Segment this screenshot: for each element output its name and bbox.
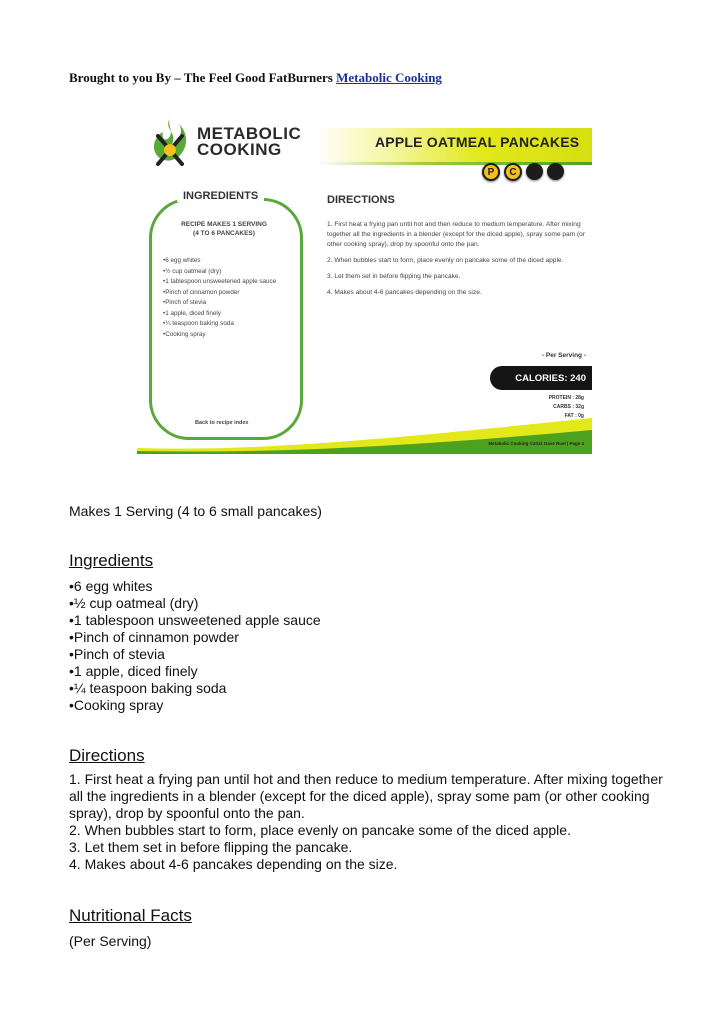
serving-line-2: (4 TO 6 PANCAKES)	[193, 230, 255, 237]
serving-line-1: RECIPE MAKES 1 SERVING	[181, 221, 267, 228]
list-item: 2. When bubbles start to form, place evenly on pancake some of the diced apple.	[327, 257, 564, 264]
credit-prefix: Brought to you By – The Feel Good FatBurners	[69, 70, 337, 85]
list-item: • Pinch of stevia	[163, 298, 293, 309]
nutrition-subheading: (Per Serving)	[69, 933, 152, 949]
list-item: • Cooking spray	[163, 330, 293, 341]
list-item: • 1 apple, diced finely	[69, 663, 321, 680]
card-footer: Metabolic Cooking ©2011 Dave Ruel | Page 4	[488, 441, 584, 446]
list-item: 4. Makes about 4-6 pancakes depending on the size.	[69, 856, 398, 872]
list-item: • 6 egg whites	[69, 578, 321, 595]
blank-badge-icon	[526, 163, 543, 180]
bottom-swoosh	[137, 408, 592, 454]
recipe-card-image	[137, 108, 592, 454]
protein-badge-icon: P	[482, 163, 500, 181]
logo-wordmark	[197, 126, 301, 158]
list-item: 1. First heat a frying pan until hot and then reduce to medium temperature. After mixing together all the ingredients in a blender (except for the diced apple), spray some pam (or other cooking spray), drop by spoonful onto the pan.	[69, 771, 663, 821]
protein-value: PROTEIN : 28g	[548, 395, 584, 401]
list-item: 3. Let them set in before flipping the pancake.	[327, 273, 461, 280]
list-item: 4. Makes about 4-6 pancakes depending on the size.	[327, 289, 482, 296]
card-directions-list	[327, 220, 587, 304]
calories-bar: CALORIES: 240	[490, 366, 592, 390]
list-item: 3. Let them set in before flipping the pancake.	[69, 839, 353, 855]
card-title: APPLE OATMEAL PANCAKES	[375, 134, 580, 150]
logo-line-1: METABOLIC	[197, 124, 302, 143]
list-item: • Pinch of cinnamon powder	[163, 288, 293, 299]
blank-badge-icon	[547, 163, 564, 180]
directions-heading: Directions	[69, 746, 145, 765]
logo-line-2: COOKING	[197, 140, 282, 159]
list-item: • 1 tablespoon unsweetened apple sauce	[69, 612, 321, 629]
list-item: • ½ cup oatmeal (dry)	[69, 595, 321, 612]
metabolic-cooking-link[interactable]: Metabolic Cooking	[336, 70, 442, 85]
logo-flame-icon	[149, 116, 191, 168]
card-per-serving: - Per Serving -	[541, 352, 586, 359]
list-item: • ¼ teaspoon baking soda	[163, 319, 293, 330]
credit-line	[69, 70, 442, 86]
directions-list	[69, 771, 669, 873]
list-item: • Cooking spray	[69, 697, 321, 714]
ingredients-list	[69, 578, 321, 714]
card-directions-heading: DIRECTIONS	[327, 194, 395, 206]
list-item: • 1 tablespoon unsweetened apple sauce	[163, 277, 293, 288]
carbs-value: CARBS : 32g	[553, 404, 584, 410]
fat-value: FAT : 0g	[564, 413, 584, 419]
card-serving-note	[165, 220, 283, 238]
list-item: • 6 egg whites	[163, 256, 293, 267]
list-item: • 1 apple, diced finely	[163, 309, 293, 320]
list-item: • Pinch of cinnamon powder	[69, 629, 321, 646]
list-item: 1. First heat a frying pan until hot and then reduce to medium temperature. After mixing together all the ingredients in a blender (except for the diced apple), spray some pam (or other cooking spray), drop by spoonful onto the pan.	[327, 221, 586, 248]
carb-badge-icon: C	[504, 163, 522, 181]
list-item: • ½ cup oatmeal (dry)	[163, 267, 293, 278]
back-to-index-link[interactable]: Back to recipe index	[195, 420, 249, 426]
ingredients-heading: Ingredients	[69, 551, 154, 570]
card-ingredients-heading: INGREDIENTS	[177, 190, 264, 202]
card-ingredients-list	[163, 256, 293, 340]
category-badges	[482, 163, 564, 181]
serving-text: Makes 1 Serving (4 to 6 small pancakes)	[69, 503, 322, 519]
list-item: • Pinch of stevia	[69, 646, 321, 663]
list-item: • ¼ teaspoon baking soda	[69, 680, 321, 697]
nutrition-heading: Nutritional Facts	[69, 906, 192, 925]
list-item: 2. When bubbles start to form, place evenly on pancake some of the diced apple.	[69, 822, 571, 838]
